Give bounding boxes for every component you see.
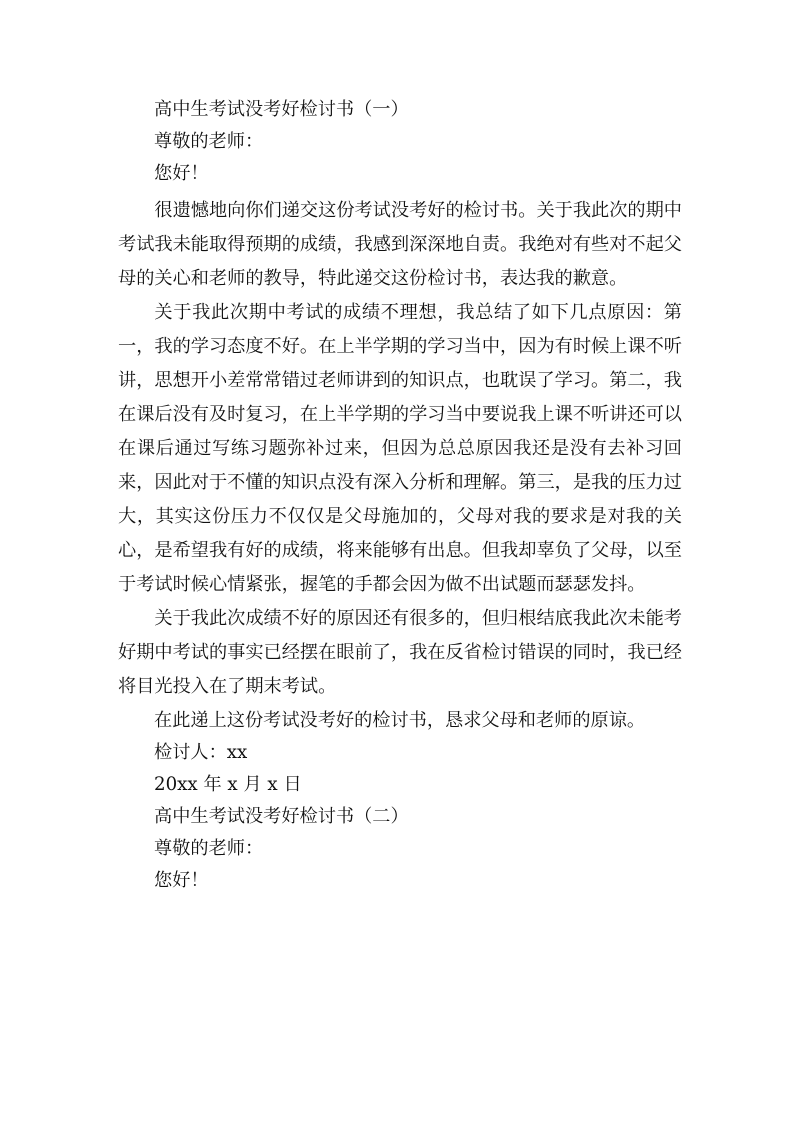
letter1-title: 高中生考试没考好检讨书（一） <box>154 99 409 120</box>
letter1-date: 20xx 年 x 月 x 日 <box>154 774 302 795</box>
letter1-paragraph-1: 很遗憾地向你们递交这份考试没考好的检讨书。关于我此次的期中考试我未能取得预期的成绩，我感到深深地自责。我绝对有些对不起父母的关心和老师的教导，特此递交这份检讨书，表达我的歉意。 <box>118 200 682 289</box>
letter1-paragraph-2: 关于我此次期中考试的成绩不理想，我总结了如下几点原因：第一，我的学习态度不好。在上半学期的学习当中，因为有时候上课不听讲，思想开小差常常错过老师讲到的知识点，也耽误了学习。第二，我在课后没有及时复习，在上半学期的学习当中要说我上课不听讲还可以在课后通过写练习题弥补过来，但因为总总原因我还是没有去补习回来，因此对于不懂的知识点没有深入分析和理解。第三，是我的压力过大，其实这份压力不仅仅是父母施加的，父母对我的要求是对我的关心，是希望我有好的成绩，将来能够有出息。但我却辜负了父母，以至于考试时候心情紧张，握笔的手都会因为做不出试题而瑟瑟发抖。 <box>118 302 682 595</box>
letter1-closing: 在此递上这份考试没考好的检讨书，恳求父母和老师的原谅。 <box>154 710 646 731</box>
document-body <box>118 94 682 897</box>
letter1-paragraph-3: 关于我此次成绩不好的原因还有很多的，但归根结底我此次未能考好期中考试的事实已经摆在眼前了，我在反省检讨错误的同时，我已经将目光投入在了期末考试。 <box>118 608 682 697</box>
letter2-greeting: 您好！ <box>154 870 209 891</box>
letter1-salutation: 尊敬的老师： <box>154 131 264 152</box>
letter2-salutation: 尊敬的老师： <box>154 838 264 859</box>
letter1-greeting: 您好！ <box>154 163 209 184</box>
letter2-title: 高中生考试没考好检讨书（二） <box>154 806 409 827</box>
letter1-signature: 检讨人：xx <box>154 742 248 763</box>
